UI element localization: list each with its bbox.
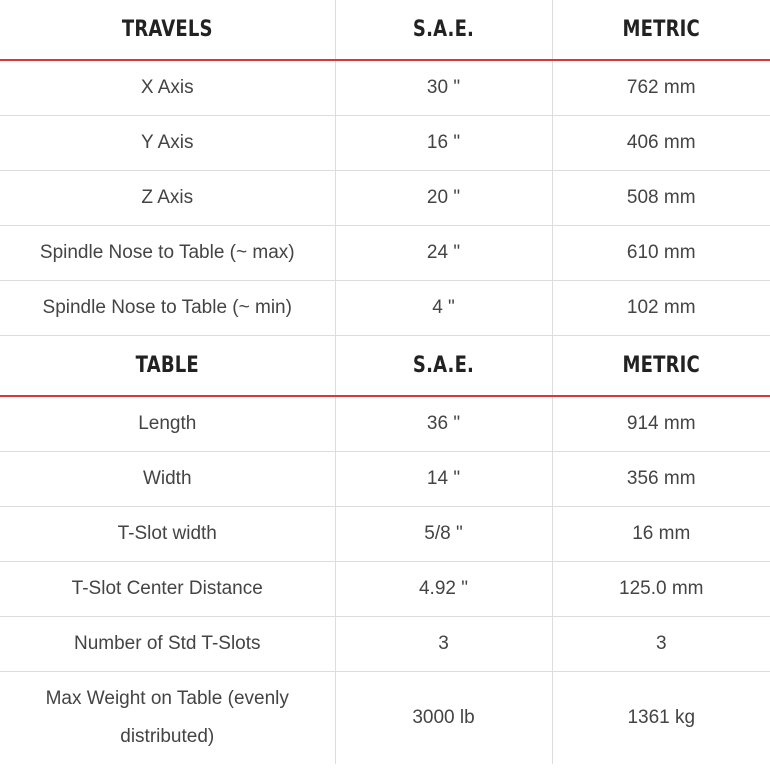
spec-label: X Axis xyxy=(0,60,335,116)
table-row xyxy=(0,562,770,617)
spec-metric-value: 610 mm xyxy=(552,226,770,281)
spec-metric-value: 1361 kg xyxy=(552,672,770,765)
table-row xyxy=(0,452,770,507)
spec-label: Number of Std T-Slots xyxy=(0,617,335,672)
table-row xyxy=(0,396,770,452)
table-row xyxy=(0,60,770,116)
spec-label: Spindle Nose to Table (~ max) xyxy=(0,226,335,281)
spec-sae-value: 3000 lb xyxy=(335,672,552,765)
spec-sae-value: 20 " xyxy=(335,171,552,226)
table-row xyxy=(0,281,770,336)
header-label: TABLE xyxy=(30,336,305,397)
table-row xyxy=(0,507,770,562)
header-label: TRAVELS xyxy=(30,0,305,60)
spec-sae-value: 16 " xyxy=(335,116,552,171)
spec-sae-value: 3 xyxy=(335,617,552,672)
spec-label: Length xyxy=(0,396,335,452)
spec-label: T-Slot width xyxy=(0,507,335,562)
section-header-travels xyxy=(0,0,770,60)
spec-metric-value: 16 mm xyxy=(552,507,770,562)
table-row xyxy=(0,116,770,171)
spec-label: Spindle Nose to Table (~ min) xyxy=(0,281,335,336)
header-metric: METRIC xyxy=(572,336,751,397)
spec-label: Width xyxy=(0,452,335,507)
spec-label: Max Weight on Table (evenly distributed) xyxy=(0,672,335,765)
section-header-table xyxy=(0,336,770,397)
header-sae: S.A.E. xyxy=(355,336,533,397)
spec-metric-value: 125.0 mm xyxy=(552,562,770,617)
table-row xyxy=(0,171,770,226)
spec-sae-value: 36 " xyxy=(335,396,552,452)
spec-sae-value: 4.92 " xyxy=(335,562,552,617)
spec-metric-value: 3 xyxy=(552,617,770,672)
spec-metric-value: 406 mm xyxy=(552,116,770,171)
header-metric: METRIC xyxy=(572,0,751,60)
spec-sae-value: 24 " xyxy=(335,226,552,281)
spec-label: Y Axis xyxy=(0,116,335,171)
spec-metric-value: 102 mm xyxy=(552,281,770,336)
spec-sae-value: 14 " xyxy=(335,452,552,507)
table-row xyxy=(0,672,770,765)
header-sae: S.A.E. xyxy=(355,0,533,60)
spec-label: T-Slot Center Distance xyxy=(0,562,335,617)
spec-sae-value: 5/8 " xyxy=(335,507,552,562)
table-row xyxy=(0,617,770,672)
spec-metric-value: 914 mm xyxy=(552,396,770,452)
table-row xyxy=(0,226,770,281)
spec-metric-value: 508 mm xyxy=(552,171,770,226)
spec-metric-value: 356 mm xyxy=(552,452,770,507)
spec-metric-value: 762 mm xyxy=(552,60,770,116)
spec-sae-value: 4 " xyxy=(335,281,552,336)
spec-sae-value: 30 " xyxy=(335,60,552,116)
spec-label: Z Axis xyxy=(0,171,335,226)
